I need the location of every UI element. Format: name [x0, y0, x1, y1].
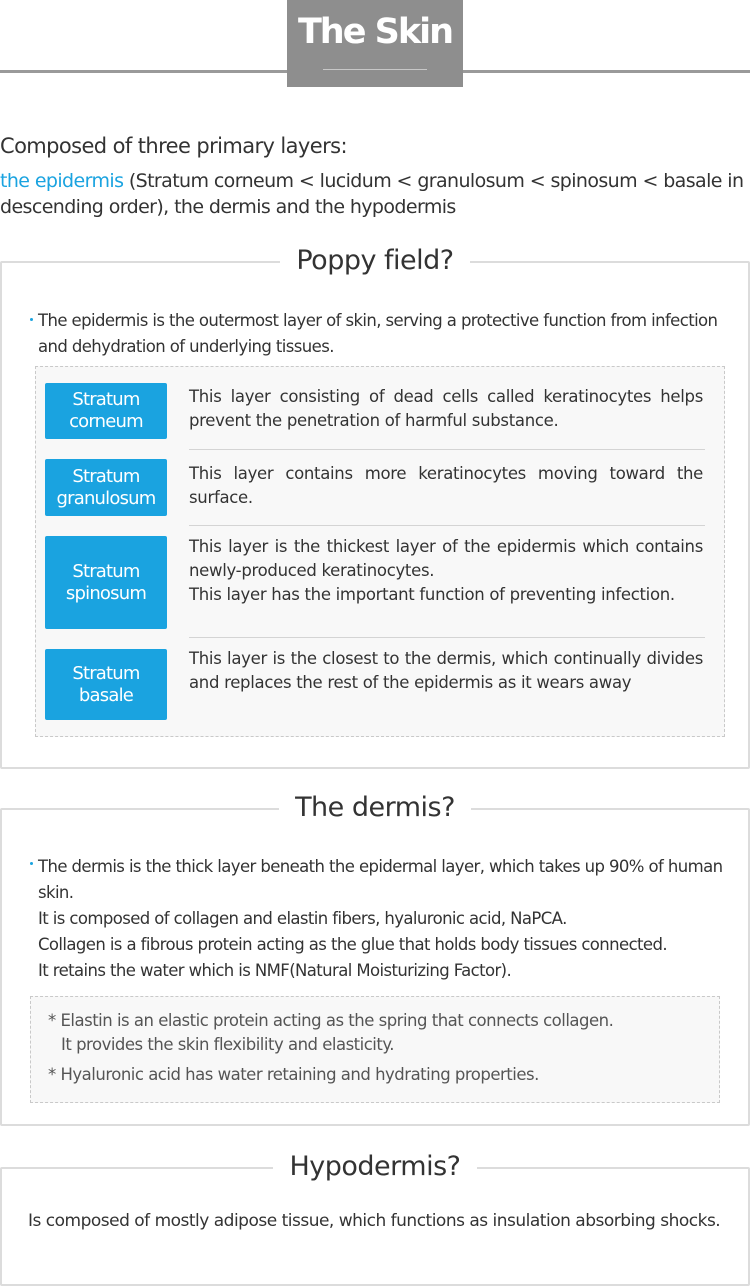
bullet-dot	[30, 318, 33, 321]
epidermis-bullet-text: The epidermis is the outermost layer of skin, serving a protective function from infection and dehydration of underlying tissues.	[38, 311, 718, 356]
section-title-dermis: The dermis?	[279, 791, 471, 825]
layer-desc-basale: This layer is the closest to the dermis, which continually divides and replaces the rest of the epidermis as it wears away	[189, 649, 703, 692]
title-underline	[323, 69, 427, 70]
layer-desc-granulosum: This layer contains more keratinocytes moving toward the surface.	[189, 464, 703, 507]
intro-rest: (Stratum corneum < lucidum < granulosum < spinosum < basale in descending order), the dermis and the hypodermis	[0, 170, 744, 218]
layer-desc-spinosum: This layer is the thickest layer of the epidermis which contains newly-produced keratinocytes. This layer has the important function of preventing infection.	[189, 537, 703, 604]
layer-badge-granulosum: Stratum granulosum	[45, 459, 167, 516]
bullet-dot	[30, 862, 33, 865]
note-hyaluronic: * Hyaluronic acid has water retaining and hydrating properties.	[48, 1065, 539, 1084]
section-title-hypodermis: Hypodermis?	[273, 1150, 476, 1184]
layer-badge-basale: Stratum basale	[45, 649, 167, 720]
layer-row-spinosum	[45, 526, 705, 638]
intro-heading: Composed of three primary layers:	[0, 134, 347, 158]
layer-row-granulosum	[45, 450, 705, 526]
layer-row-basale	[45, 638, 705, 728]
page-title: The Skin	[297, 12, 453, 52]
dermis-text: The dermis is the thick layer beneath the epidermal layer, which takes up 90% of human skin. It is composed of collagen and elastin fibers, hyaluronic acid, NaPCA. Collagen is a fibrous protein acting as the glue that holds body tissues connected. It retains the water which is NMF(Natural Moisturizing Factor).	[38, 857, 723, 980]
note-elastin: * Elastin is an elastic protein acting as the spring that connects collagen.	[48, 1011, 614, 1030]
epidermis-highlight: the epidermis	[0, 170, 124, 192]
layer-desc-corneum: This layer consisting of dead cells called keratinocytes helps prevent the penetration of harmful substance.	[189, 387, 703, 430]
layer-badge-spinosum: Stratum spinosum	[45, 536, 167, 629]
note-elastin-cont: It provides the skin flexibility and elasticity.	[61, 1035, 395, 1054]
layer-row-corneum	[45, 367, 705, 450]
section-title-epidermis: Poppy field?	[280, 244, 469, 278]
layer-badge-corneum: Stratum corneum	[45, 383, 167, 439]
layer-table	[35, 366, 725, 737]
hypodermis-text: Is composed of mostly adipose tissue, which functions as insulation absorbing shocks.	[28, 1211, 721, 1231]
title-tab	[287, 0, 463, 87]
dermis-note-box	[30, 996, 720, 1103]
intro-body	[0, 168, 750, 220]
